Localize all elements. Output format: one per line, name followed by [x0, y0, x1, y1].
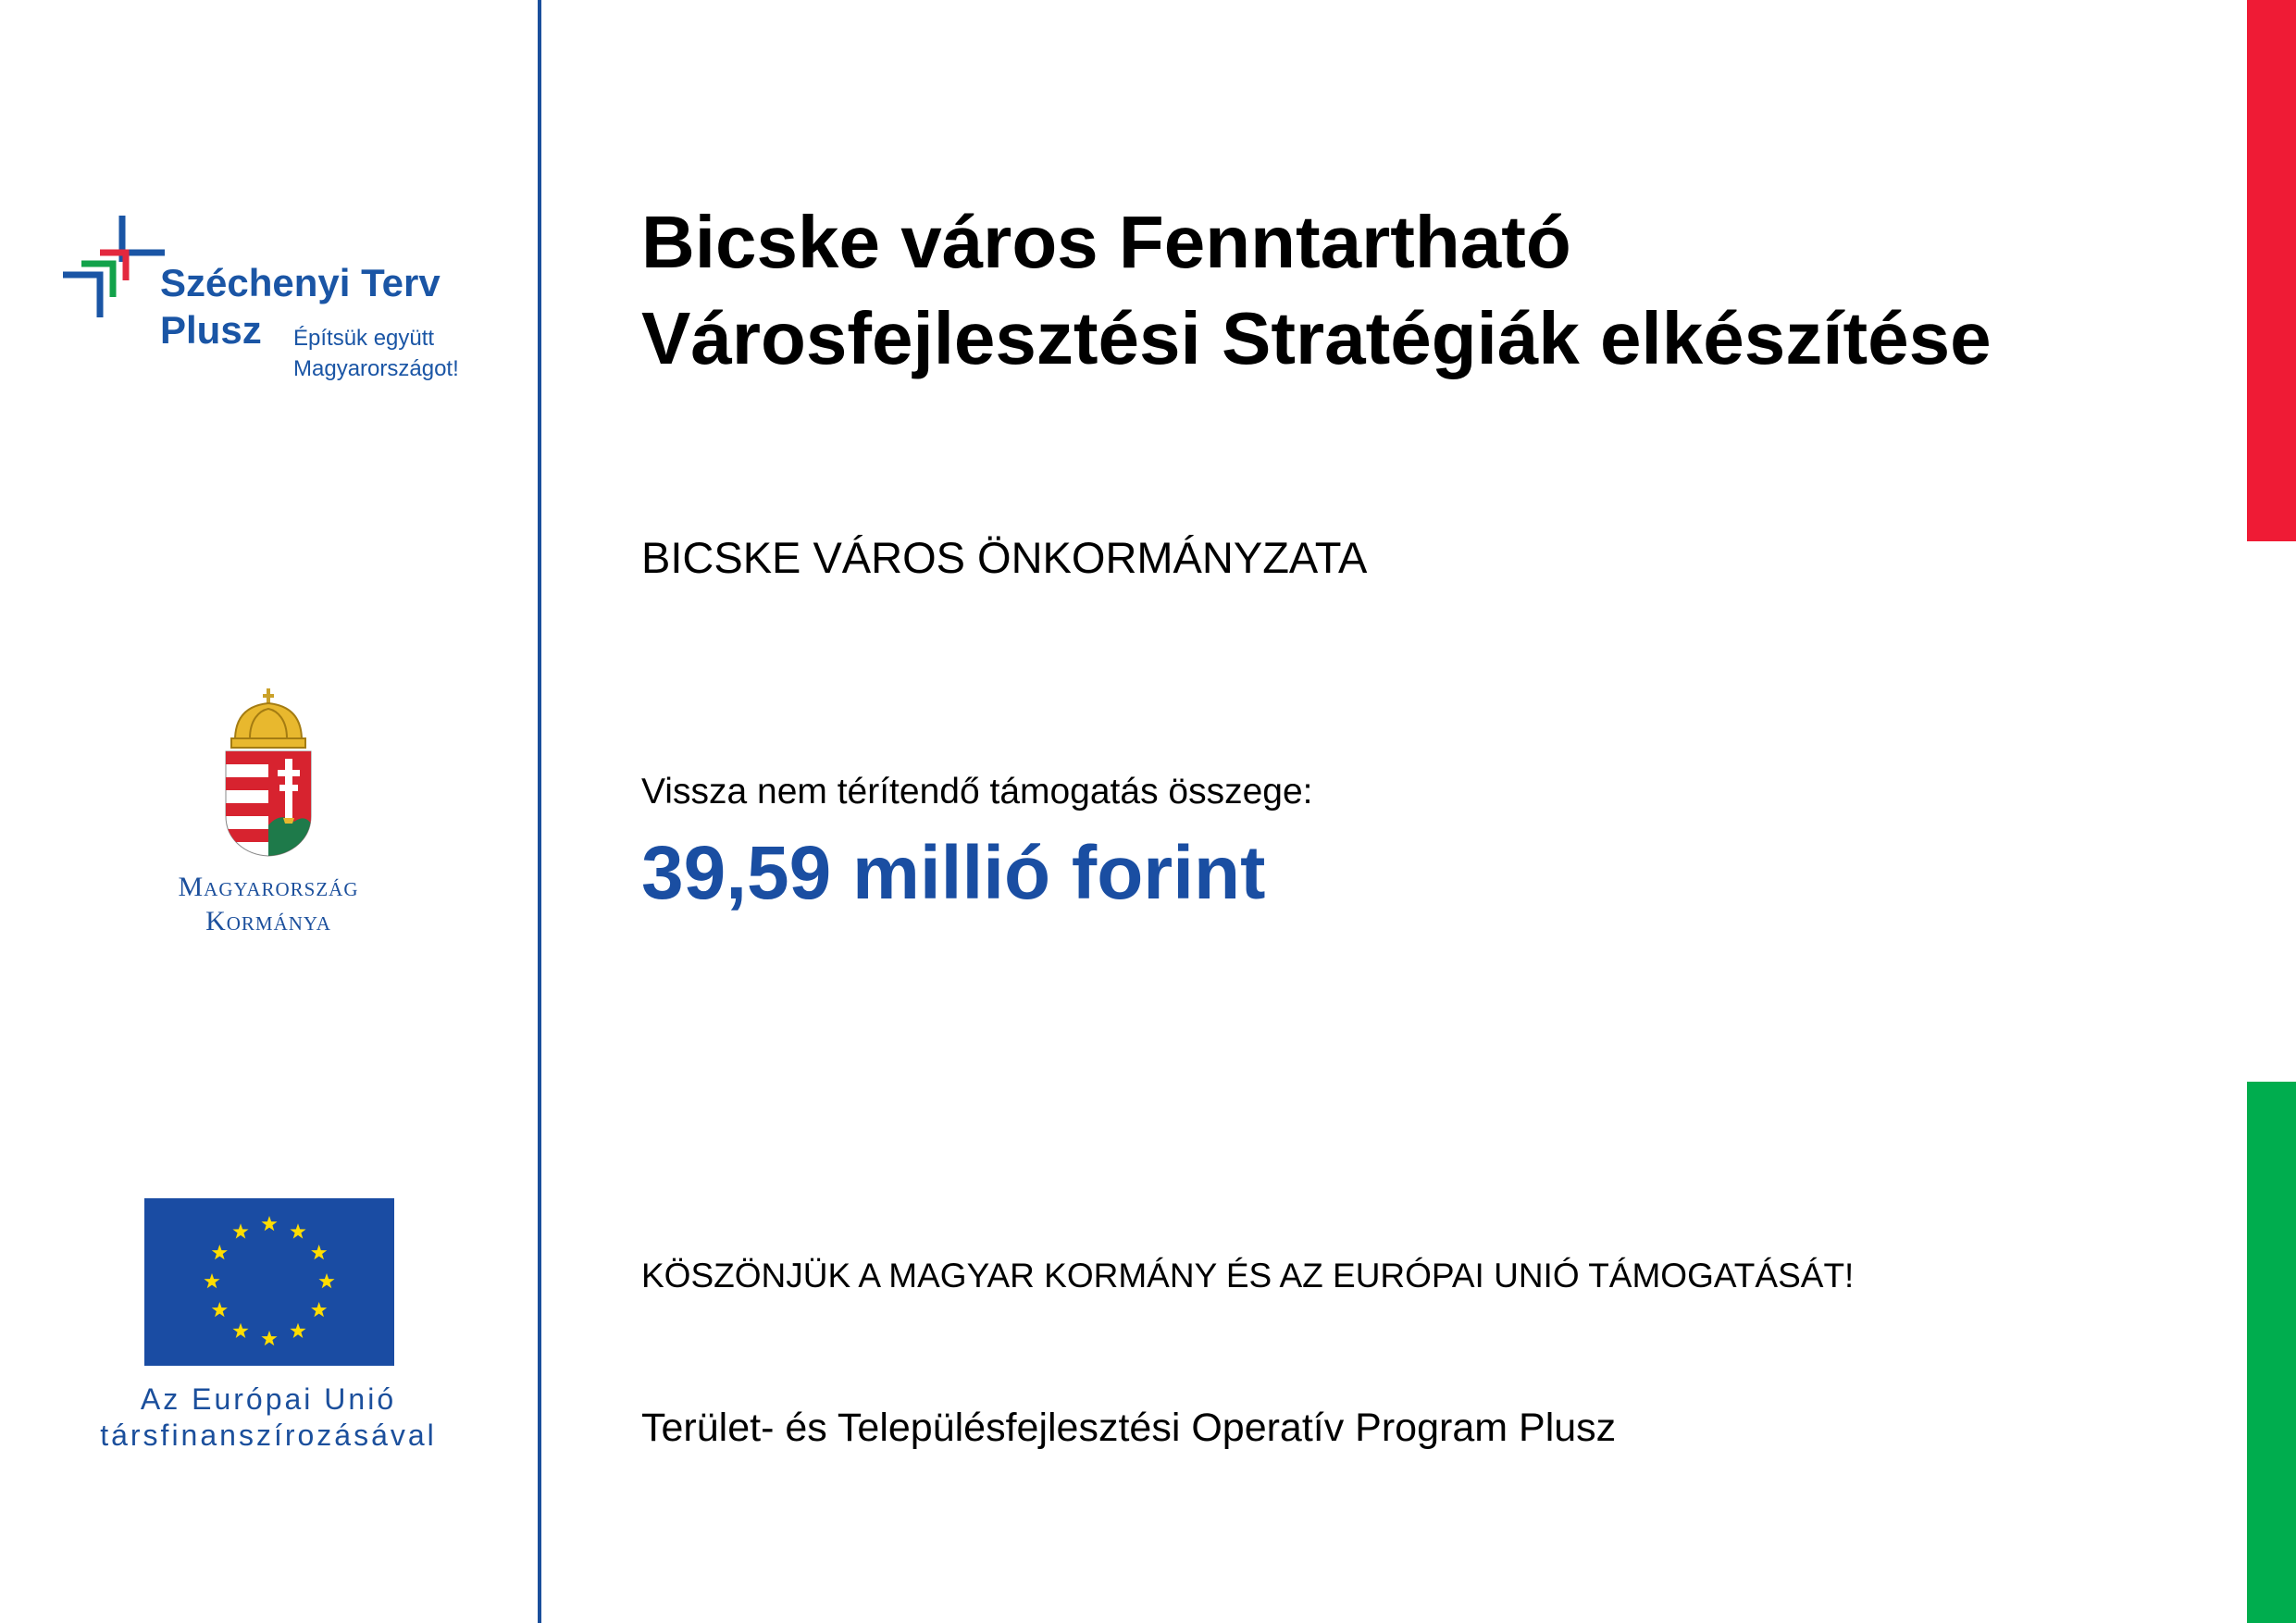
eu-cofinancing-logo — [83, 1198, 453, 1457]
szechenyi-slogan-line1: Építsük együtt — [293, 326, 435, 351]
acknowledgement-text: KÖSZÖNJÜK A MAGYAR KORMÁNY ÉS AZ EURÓPAI UNIÓ TÁMOGATÁSÁT! — [641, 1257, 1855, 1295]
grant-amount-label: Vissza nem térítendő támogatás összege: — [641, 772, 1313, 812]
eu-caption-line2: társfinanszírozásával — [100, 1419, 437, 1452]
flag-stripe-red — [2247, 0, 2296, 541]
government-logo — [93, 687, 444, 946]
flag-stripe-white — [2247, 541, 2296, 1082]
vertical-divider — [538, 0, 541, 1623]
szechenyi-plus: Plusz — [160, 308, 262, 352]
flag-stripe-green — [2247, 1082, 2296, 1623]
grant-amount-value: 39,59 millió forint — [641, 831, 1266, 915]
government-name-line2: Kormánya — [205, 906, 331, 936]
eu-flag-icon — [144, 1198, 394, 1366]
szechenyi-terv-plusz-logo — [63, 216, 498, 391]
szechenyi-name: Széchenyi Terv — [160, 261, 441, 304]
eu-caption-line1: Az Európai Unió — [140, 1382, 397, 1416]
coat-of-arms-icon — [222, 687, 315, 858]
program-name: Terület- és Településfejlesztési Operatív Program Plusz — [641, 1406, 1617, 1450]
government-name-line1: Magyarország — [178, 872, 359, 902]
project-title-line2: Városfejlesztési Stratégiák elkészítése — [641, 297, 1992, 379]
szechenyi-cross-icon — [63, 216, 165, 317]
project-title — [641, 194, 2029, 387]
beneficiary-name: BICSKE VÁROS ÖNKORMÁNYZATA — [641, 533, 1368, 582]
szechenyi-slogan-line2: Magyarországot! — [293, 356, 459, 381]
project-title-line1: Bicske város Fenntartható — [641, 201, 1571, 283]
